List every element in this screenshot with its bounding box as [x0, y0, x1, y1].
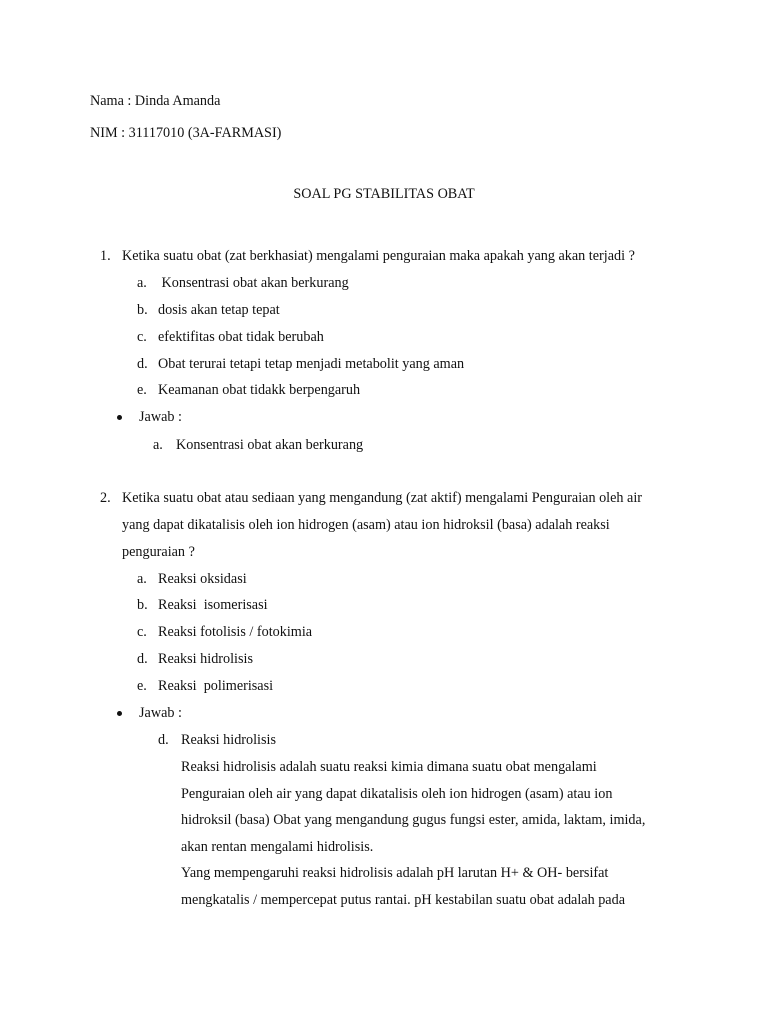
- q2-explanation-line-3: hidroksil (basa) Obat yang mengandung gugus fungsi ester, amida, laktam, imida,: [181, 812, 646, 828]
- document-title: SOAL PG STABILITAS OBAT: [293, 186, 475, 202]
- q2-option-d-letter: d.: [137, 651, 148, 667]
- q1-answer-text: Konsentrasi obat akan berkurang: [176, 437, 364, 453]
- q1-option-d: Obat terurai tetapi tetap menjadi metabolit yang aman: [158, 356, 465, 372]
- question-1-text: Ketika suatu obat (zat berkhasiat) mengalami penguraian maka apakah yang akan terjadi ?: [122, 248, 635, 264]
- q1-option-c-letter: c.: [137, 329, 147, 345]
- q2-explanation-line-4: akan rentan mengalami hidrolisis.: [181, 839, 374, 855]
- q2-option-b-letter: b.: [137, 597, 148, 613]
- q2-answer-text: Reaksi hidrolisis: [181, 732, 276, 748]
- question-2-text-line-3: penguraian ?: [122, 544, 195, 560]
- q2-explanation-line-1: Reaksi hidrolisis adalah suatu reaksi kimia dimana suatu obat mengalami: [181, 759, 597, 775]
- q1-option-b-letter: b.: [137, 302, 148, 318]
- q2-explanation-line-6: mengkatalis / mempercepat putus rantai. pH kestabilan suatu obat adalah pada: [181, 892, 625, 908]
- question-2-number: 2.: [100, 490, 111, 506]
- q1-option-a-letter: a.: [137, 275, 147, 291]
- q2-option-e: Reaksi polimerisasi: [158, 678, 274, 694]
- q2-option-d: Reaksi hidrolisis: [158, 651, 253, 667]
- q1-option-e: Keamanan obat tidakk berpengaruh: [158, 382, 361, 398]
- q1-option-e-letter: e.: [137, 382, 147, 398]
- q1-option-a: Konsentrasi obat akan berkurang: [158, 275, 349, 291]
- question-2-text-line-1: Ketika suatu obat atau sediaan yang mengandung (zat aktif) mengalami Penguraian oleh air: [122, 490, 643, 506]
- q2-option-c-letter: c.: [137, 624, 147, 640]
- q1-answer-bullet: [117, 415, 122, 420]
- q2-option-c: Reaksi fotolisis / fotokimia: [158, 624, 313, 640]
- q2-option-b: Reaksi isomerisasi: [158, 597, 268, 613]
- q1-option-b: dosis akan tetap tepat: [158, 302, 280, 318]
- q1-option-c: efektifitas obat tidak berubah: [158, 329, 324, 345]
- question-1-number: 1.: [100, 248, 111, 264]
- q2-option-a: Reaksi oksidasi: [158, 571, 247, 587]
- q2-answer-label: Jawab :: [139, 705, 182, 721]
- student-name: Nama : Dinda Amanda: [90, 93, 221, 109]
- q1-option-d-letter: d.: [137, 356, 148, 372]
- q2-option-a-letter: a.: [137, 571, 147, 587]
- student-nim: NIM : 31117010 (3A-FARMASI): [90, 125, 282, 141]
- q2-explanation-line-2: Penguraian oleh air yang dapat dikatalisis oleh ion hidrogen (asam) atau ion: [181, 786, 613, 802]
- q1-answer-letter: a.: [153, 437, 163, 453]
- q2-answer-letter: d.: [158, 732, 169, 748]
- q2-explanation-line-5: Yang mempengaruhi reaksi hidrolisis adalah pH larutan H+ & OH- bersifat: [181, 865, 609, 881]
- q2-answer-bullet: [117, 711, 122, 716]
- question-2-text-line-2: yang dapat dikatalisis oleh ion hidrogen (asam) atau ion hidroksil (basa) adalah reaksi: [122, 517, 610, 533]
- q2-option-e-letter: e.: [137, 678, 147, 694]
- q1-answer-label: Jawab :: [139, 409, 182, 425]
